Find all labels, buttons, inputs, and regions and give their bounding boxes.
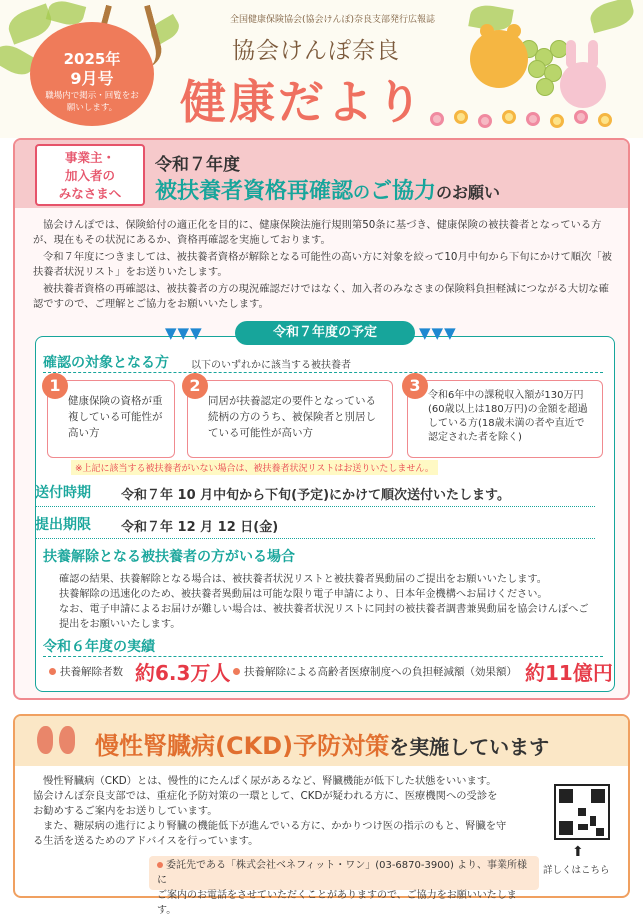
dependent-removal-heading: 扶養解除となる被扶養者の方がいる場合 bbox=[43, 549, 295, 565]
flower-icon bbox=[454, 110, 468, 124]
results-heading: 令和６年度の実績 bbox=[43, 639, 155, 655]
dependent-removal-line: 扶養解除の迅速化のため、被扶養者異動届は可能な限り電子申請により、日本年金機構へお届けください。 bbox=[59, 589, 548, 600]
flower-icon bbox=[502, 110, 516, 124]
section-year: 令和７年度 bbox=[155, 155, 240, 175]
number-badge-icon: 3 bbox=[402, 373, 428, 399]
bear-ear-icon bbox=[480, 24, 494, 38]
divider bbox=[35, 538, 595, 539]
header bbox=[0, 0, 643, 138]
divider bbox=[43, 372, 603, 373]
ckd-line: 慢性腎臓病（CKD）とは、慢性的にたんぱく尿があるなど、腎臓機能が低下した状態をいいます。 bbox=[43, 775, 497, 787]
dependent-removal-line: 確認の結果、扶養解除となる場合は、被扶養者状況リストと被扶養者異動届のご提出をお願いいたします。 bbox=[59, 574, 547, 585]
target-card-text: 令和6年中の課税収入額が130万円(60歳以上は180万円)の金額を超過している方(18歳未満の者や直近で認定された者を除く) bbox=[428, 390, 588, 443]
intro-line: 協会けんぽでは、保険給付の適正化を目的に、健康保険法施行規則第50条に基づき、健康保険の被扶養者となっている方 bbox=[43, 219, 602, 231]
rabbit-ear-icon bbox=[588, 40, 598, 68]
title-main: 被扶養者資格再確認 bbox=[155, 179, 354, 204]
dependent-recheck-section bbox=[13, 138, 630, 700]
ckd-title-main: 慢性腎臓病(CKD)予防対策 bbox=[95, 732, 390, 760]
posting-note: 職場内で掲示・回覧をお願いします。 bbox=[45, 91, 139, 113]
issue-badge bbox=[30, 22, 154, 126]
intro-line: 確認ですので、ご理解とご協力をお願いいたします。 bbox=[33, 283, 609, 310]
kidney-icon bbox=[59, 726, 75, 754]
dependent-removal-line: 提出をお願いいたします。 bbox=[59, 619, 181, 630]
dependent-removal-line: なお、電子申請によるお届けが難しい場合は、被扶養者状況リストに同封の被扶養者調書兼異動届を協会けんぽへご bbox=[59, 604, 589, 615]
target-card-text: 同居が扶養認定の要件となっている続柄の方のうち、被保険者と別居している可能性が高い方 bbox=[208, 395, 376, 439]
intro-line: が、現在もその状況にあるか、資格再確認を実施しております。 bbox=[33, 234, 331, 246]
ckd-title bbox=[95, 726, 549, 761]
grape-decoration bbox=[528, 60, 546, 78]
audience-tag-line: みなさまへ bbox=[58, 186, 122, 201]
flower-row bbox=[430, 108, 630, 130]
rabbit-ear-icon bbox=[566, 40, 576, 68]
intro-line: 令和７年度につきましては、被扶養者資格が解除となる可能性の高い方に対象を絞って10月中旬から下旬にかけて順次 bbox=[43, 251, 592, 263]
contact-note bbox=[149, 856, 539, 916]
dot-bullet-icon bbox=[49, 668, 56, 675]
send-label: 送付時期 bbox=[35, 485, 91, 501]
audience-tag-line: 加入者の bbox=[64, 168, 115, 183]
contact-line: 委託先である「株式会社ベネフィット・ワン」(03-6870-3900) より、事業所様に bbox=[157, 860, 528, 886]
ckd-line: 協会けんぽ奈良支部では、重症化予防対策の一環として、CKDが疑われる方に、医療機関への受診を bbox=[33, 790, 498, 802]
dot-bullet-icon bbox=[157, 862, 163, 868]
contact-line: ご案内のお電話をさせていただくことがありますので、ご協力をお願いいたします。 bbox=[157, 890, 517, 916]
qr-code-icon[interactable] bbox=[554, 784, 610, 840]
rabbit-mascot-icon bbox=[560, 62, 606, 108]
target-card-text: 健康保険の資格が重複している可能性が高い方 bbox=[68, 395, 163, 439]
ckd-title-tail: を実施しています bbox=[389, 735, 550, 759]
title-mid: ご協力 bbox=[370, 179, 437, 204]
ckd-banner bbox=[15, 716, 628, 766]
triangle-down-icon: ▼▼▼ bbox=[419, 324, 457, 342]
stat-label: 扶養解除者数 bbox=[60, 666, 123, 678]
issue-year: 2025年 bbox=[63, 50, 121, 68]
triangle-down-icon: ▼▼▼ bbox=[165, 324, 203, 342]
issue-month: 9月号 bbox=[70, 69, 114, 88]
ckd-line: お勧めするご案内をお送りしています。 bbox=[33, 805, 218, 817]
send-value: 令和７年 10 月中旬から下旬(予定)にかけて順次送付いたします。 bbox=[121, 488, 510, 503]
intro-paragraph bbox=[33, 282, 615, 312]
target-card bbox=[187, 376, 393, 458]
title-particle: の bbox=[353, 183, 371, 203]
schedule-label: 令和７年度の予定 bbox=[235, 321, 415, 345]
section-banner bbox=[15, 140, 628, 208]
leaf-decoration bbox=[587, 0, 636, 33]
divider bbox=[35, 506, 595, 507]
intro-paragraph bbox=[33, 218, 615, 248]
warning-note: ※上記に該当する被扶養者がいない場合は、被扶養者状況リストはお送りいたしません。 bbox=[71, 460, 438, 475]
stat-reduction bbox=[233, 664, 517, 679]
target-card bbox=[407, 376, 603, 458]
org-name: 協会けんぽ奈良 bbox=[232, 38, 400, 64]
audience-tag-line: 事業主・ bbox=[64, 150, 115, 165]
deadline-label: 提出期限 bbox=[35, 517, 91, 533]
intro-paragraph bbox=[33, 250, 615, 280]
dot-bullet-icon bbox=[233, 668, 240, 675]
target-note: 以下のいずれかに該当する被扶養者 bbox=[191, 360, 351, 371]
title-tail: のお願い bbox=[436, 183, 501, 202]
number-badge-icon: 1 bbox=[42, 373, 68, 399]
section-title bbox=[155, 174, 500, 205]
stat-value: 約11億円 bbox=[525, 661, 613, 685]
stat-removed-count bbox=[49, 664, 123, 679]
qr-label: 詳しくはこちら bbox=[543, 865, 610, 876]
divider bbox=[43, 656, 603, 657]
audience-tag bbox=[35, 144, 145, 206]
grape-decoration bbox=[536, 78, 554, 96]
bear-ear-icon bbox=[507, 24, 521, 38]
ckd-paragraph bbox=[33, 774, 543, 849]
ckd-line: また、糖尿病の進行により腎臓の機能低下が進んでいる方に、かかりつけ医の指示のもと、腎臓を守 bbox=[43, 820, 507, 832]
kidney-icon bbox=[37, 726, 53, 754]
target-heading: 確認の対象となる方 bbox=[43, 355, 169, 371]
newsletter-title: 健康だより bbox=[180, 75, 425, 129]
stat-label: 扶養解除による高齢者医療制度への負担軽減額（効果額） bbox=[244, 666, 517, 678]
flower-icon bbox=[430, 112, 444, 126]
target-card bbox=[47, 376, 175, 458]
intro-line: 被扶養者資格の再確認は、被扶養者の方の現況確認だけではなく、加入者のみなさまの保険料負担軽減につながる大切な bbox=[43, 283, 599, 295]
ckd-line: る生活を送るためのアドバイスを行っています。 bbox=[33, 835, 259, 847]
flower-icon bbox=[550, 114, 564, 128]
stat-value: 約6.3万人 bbox=[135, 661, 231, 685]
flower-icon bbox=[574, 110, 588, 124]
arrow-up-icon: ⬆ bbox=[572, 844, 584, 860]
deadline-value: 令和７年 12 月 12 日(金) bbox=[121, 520, 279, 535]
intro-line: 「被扶養者状況リスト」をお送りいたします。 bbox=[33, 251, 612, 278]
bear-mascot-icon bbox=[470, 30, 528, 88]
flower-icon bbox=[598, 113, 612, 127]
flower-icon bbox=[478, 114, 492, 128]
issuer-text: 全国健康保険協会(協会けんぽ)奈良支部発行広報誌 bbox=[230, 15, 436, 25]
number-badge-icon: 2 bbox=[182, 373, 208, 399]
flower-icon bbox=[526, 112, 540, 126]
ckd-section bbox=[13, 714, 630, 916]
